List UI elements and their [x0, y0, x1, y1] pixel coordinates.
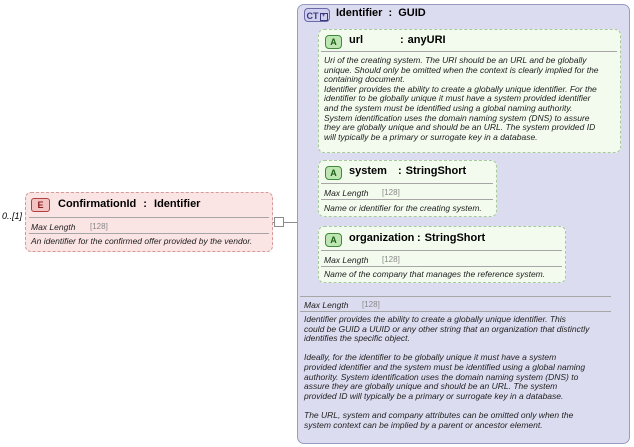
attribute-url-desc-line: unique. Should only be omitted when the context is clearly implied for the [324, 64, 599, 75]
element-description: An identifier for the confirmed offer provided by the vendor. [31, 236, 253, 246]
element-multiplicity: 0..[1] [2, 211, 23, 221]
attribute-url-desc-line: Identifier provides the ability to create a globally unique identifier. For the [324, 83, 597, 94]
attribute-system-separator [321, 183, 493, 184]
complex-type-desc-line: provided identifier and the system must be identified using a global naming [304, 361, 586, 372]
attribute-organization-separator [321, 250, 562, 251]
attribute-system-separator-2 [321, 199, 493, 200]
attribute-url-desc-line: and the system must be identified using a global naming authority. [324, 102, 573, 113]
attribute-url-separator [321, 51, 617, 52]
attribute-organization-name: organization [349, 232, 415, 244]
attribute-organization-sep: : [417, 232, 421, 244]
complex-type-desc-line: Identifier provides the ability to create a globally unique identifier. This [304, 314, 566, 324]
attribute-organization-description: Name of the company that manages the reference system. [324, 269, 546, 279]
complex-type-desc-line: system context can be implied by a parent or ancestor element. [304, 419, 543, 430]
attribute-system-max-length-label: Max Length [324, 188, 369, 198]
complex-type-desc-line: provided ID will typically be a primary or surrogate key in a database. [304, 390, 564, 401]
element-separator [29, 217, 269, 218]
attribute-url-badge-icon: A [325, 35, 342, 49]
attribute-organization-type [417, 232, 485, 244]
attribute-system-max-length-value: [128] [382, 188, 400, 197]
attribute-url-desc-line: Uri of the creating system. The URI should be an URL and be globally [324, 55, 587, 65]
attribute-url-description [324, 56, 620, 142]
sequence-connector [274, 217, 284, 227]
attribute-system-sep: : [398, 165, 402, 177]
complex-type-desc-line: identifies the specific object. [304, 333, 410, 344]
complex-type-max-length-label: Max Length [304, 300, 349, 310]
element-separator-2 [29, 233, 269, 234]
complex-type-desc-line: authority. System identification uses the domain naming system (DNS) to [304, 371, 579, 382]
element-name [58, 198, 200, 210]
complex-type-name: Identifier [336, 7, 383, 19]
attribute-url-desc-line: will typically be a primary or surrogate key in a database. [324, 131, 538, 142]
attribute-url-desc-line: containing document. [324, 74, 405, 85]
complex-type-base: GUID [398, 7, 426, 19]
element-name-sep: : [143, 198, 147, 210]
attribute-system-type [398, 165, 466, 177]
attribute-url-desc-line: identifier to be globally unique it must have a system provided identifier [324, 93, 591, 104]
complex-type-separator [300, 296, 611, 297]
complex-type-separator-2 [300, 311, 611, 312]
attribute-system-type-text: StringShort [405, 165, 467, 177]
attribute-system-badge-icon: A [325, 166, 342, 180]
attribute-organization-max-length-value: [128] [382, 255, 400, 264]
attribute-url-desc-line: they are globally unique and should be an URL. The system provided ID [324, 122, 596, 133]
element-badge-icon: E [31, 198, 50, 212]
complex-type-desc-line: could be GUID a UUID or any other string that an organization that distinctly [304, 323, 590, 334]
attribute-system-description: Name or identifier for the creating system. [324, 203, 482, 213]
element-max-length-value: [128] [90, 222, 108, 231]
attribute-url-sep: : [400, 34, 404, 46]
complex-type-title [336, 7, 426, 19]
complex-type-max-length-value: [128] [362, 300, 380, 309]
complex-type-badge-icon: CT + [304, 8, 330, 22]
attribute-organization-badge-icon: A [325, 233, 342, 247]
complex-type-badge-text: CT [306, 11, 319, 21]
element-max-length-label: Max Length [31, 222, 76, 232]
complex-type-description [304, 315, 624, 430]
attribute-organization-max-length-label: Max Length [324, 255, 369, 265]
attribute-url-name: url [349, 34, 364, 46]
attribute-organization-type-text: StringShort [424, 232, 486, 244]
attribute-url-desc-line: System identification uses the domain naming system (DNS) to assure [324, 112, 590, 123]
element-type-text: Identifier [154, 198, 201, 210]
complex-type-desc-line: Ideally, for the identifier to be globally unique it must have a system [304, 352, 557, 363]
attribute-url-type [400, 34, 446, 46]
attribute-system-name: system [349, 165, 387, 177]
attribute-organization-separator-2 [321, 266, 562, 267]
element-name-text: ConfirmationId [58, 198, 137, 210]
complex-type-desc-line: assure they are globally unique and should be an URL. The system [304, 381, 558, 392]
attribute-url-type-text: anyURI [407, 34, 446, 46]
complex-type-desc-line: The URL, system and company attributes can be omitted only when the [304, 409, 574, 420]
complex-type-sep: : [388, 7, 393, 19]
